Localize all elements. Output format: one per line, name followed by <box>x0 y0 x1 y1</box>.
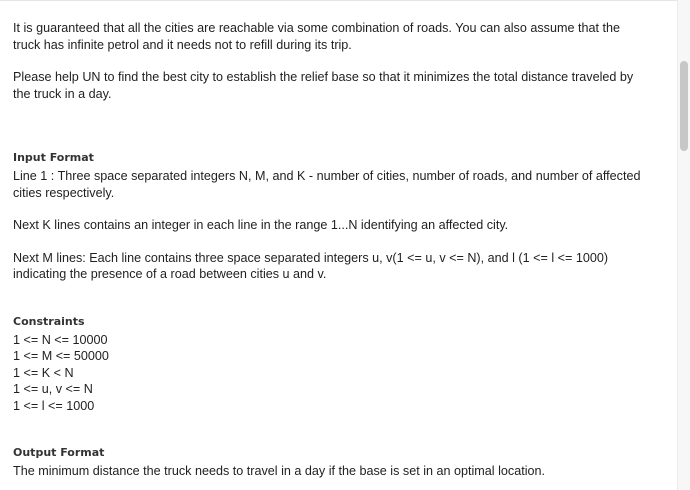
output-format-heading: Output Format <box>13 446 105 459</box>
text-line: truck has infinite petrol and it needs not to refill during its trip. <box>13 37 352 52</box>
constraint-item: 1 <= u, v <= N <box>13 382 93 396</box>
text-line: cities respectively. <box>13 185 115 200</box>
text-line: The minimum distance the truck needs to travel in a day if the base is set in an optimal location. <box>13 464 546 478</box>
text-line: Next K lines contains an integer in each line in the range 1...N identifying an affected city. <box>13 218 509 232</box>
text-line: indicating the presence of a road between cities u and v. <box>13 267 327 281</box>
input-next-m-paragraph <box>13 250 663 283</box>
task-paragraph <box>13 69 663 102</box>
scrollbar-thumb[interactable] <box>680 61 688 151</box>
constraint-item: 1 <= K < N <box>13 365 74 380</box>
constraint-item: 1 <= N <= 10000 <box>13 332 108 347</box>
vertical-scrollbar[interactable] <box>677 0 690 490</box>
text-line: It is guaranteed that all the cities are reachable via some combination of roads. You can also assume that the <box>13 21 620 35</box>
problem-statement-content <box>13 20 663 480</box>
input-format-heading: Input Format <box>13 151 94 164</box>
constraints-list <box>13 332 663 415</box>
reachability-paragraph <box>13 20 663 53</box>
output-format-paragraph <box>13 463 663 480</box>
input-line1-paragraph <box>13 168 663 201</box>
text-line: Line 1 : Three space separated integers N, M, and K - number of cities, number of roads, and number of affected <box>13 169 641 183</box>
constraint-item: 1 <= M <= 50000 <box>13 349 109 363</box>
constraints-heading: Constraints <box>13 314 85 328</box>
constraint-item: 1 <= l <= 1000 <box>13 398 95 413</box>
text-line: Next M lines: Each line contains three space separated integers u, v(1 <= u, v <= N), and l (1 <= l <= 1000) <box>13 250 609 265</box>
input-next-k-paragraph <box>13 217 663 234</box>
text-line: Please help UN to find the best city to establish the relief base so that it minimizes the total distance traveled by <box>13 70 634 84</box>
text-line: the truck in a day. <box>13 86 112 101</box>
